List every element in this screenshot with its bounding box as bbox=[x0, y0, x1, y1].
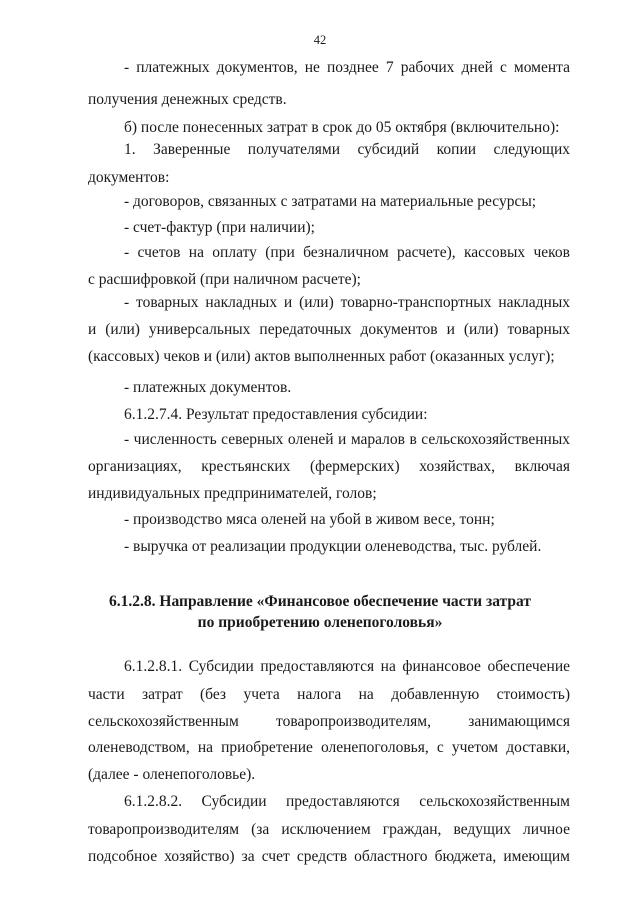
text-line: товаропроизводителям (за исключением граждан, ведущих личное bbox=[88, 821, 570, 838]
text-line: - счетов на оплату (при безналичном расчете), кассовых чеков bbox=[124, 244, 570, 261]
text-line: и (или) универсальных передаточных документов и (или) товарных bbox=[88, 321, 570, 338]
text-line: оленеводством, на приобретение оленепоголовья, с учетом доставки, bbox=[88, 739, 570, 756]
text-line: документов: bbox=[88, 169, 170, 186]
text-line: б) после понесенных затрат в срок до 05 октября (включительно): bbox=[124, 119, 560, 136]
section-heading: по приобретению оленепоголовья» bbox=[197, 614, 443, 631]
section-heading: 6.1.2.8. Направление «Финансовое обеспечение части затрат bbox=[109, 593, 531, 610]
text-line: (кассовых) чеков и (или) актов выполненных работ (оказанных услуг); bbox=[88, 348, 555, 365]
text-line: - договоров, связанных с затратами на материальные ресурсы; bbox=[124, 193, 537, 210]
text-line: организациях, крестьянских (фермерских) хозяйствах, включая bbox=[88, 458, 570, 475]
text-line: 1. Заверенные получателями субсидий копии следующих bbox=[124, 141, 570, 158]
page-number: 42 bbox=[313, 33, 327, 47]
text-line: с расшифровкой (при наличном расчете); bbox=[88, 271, 361, 288]
text-line: - выручка от реализации продукции оленеводства, тыс. рублей. bbox=[124, 538, 542, 555]
text-line: 6.1.2.7.4. Результат предоставления субсидии: bbox=[124, 406, 428, 423]
text-line: части затрат (без учета налога на добавленную стоимость) bbox=[88, 686, 570, 703]
text-line: - товарных накладных и (или) товарно-транспортных накладных bbox=[124, 294, 570, 311]
text-line: подсобное хозяйство) за счет средств областного бюджета, имеющим bbox=[88, 848, 570, 865]
text-line: получения денежных средств. bbox=[88, 91, 287, 108]
text-line: - платежных документов, не позднее 7 рабочих дней с момента bbox=[124, 59, 570, 76]
text-line: - счет-фактур (при наличии); bbox=[124, 219, 315, 236]
text-line: - численность северных оленей и маралов в сельскохозяйственных bbox=[124, 431, 570, 448]
text-line: - платежных документов. bbox=[124, 379, 292, 396]
text-line: - производство мяса оленей на убой в живом весе, тонн; bbox=[124, 511, 495, 528]
text-line: 6.1.2.8.1. Субсидии предоставляются на финансовое обеспечение bbox=[124, 658, 570, 675]
text-line: сельскохозяйственным товаропроизводителям, занимающимся bbox=[88, 713, 570, 730]
text-line: индивидуальных предпринимателей, голов; bbox=[88, 485, 377, 502]
text-line: 6.1.2.8.2. Субсидии предоставляются сельскохозяйственным bbox=[124, 793, 570, 810]
text-line: (далее - оленепоголовье). bbox=[88, 766, 256, 783]
